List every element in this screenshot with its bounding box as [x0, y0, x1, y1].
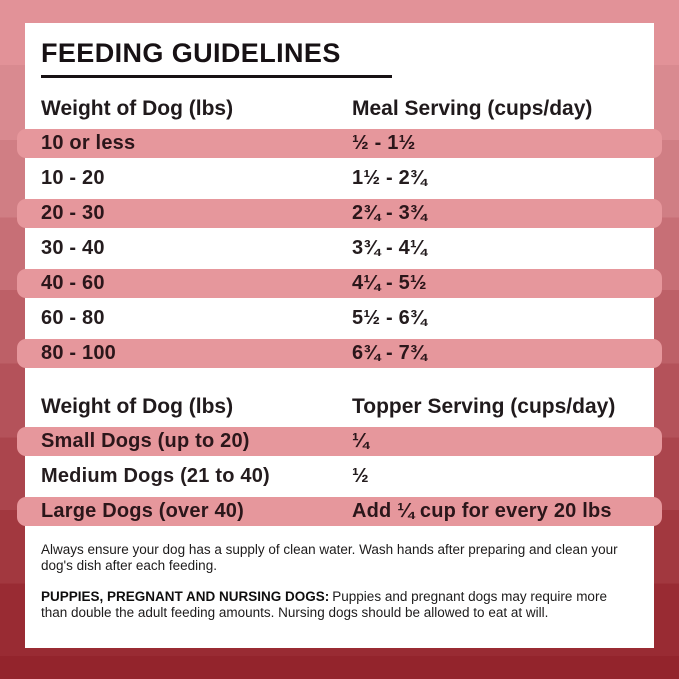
special-note-text: Puppies and pregnant dogs may require more than double the adult feeding amounts. Nursing dogs should be allowed to eat at will. — [41, 589, 607, 620]
row-serving-cell: 1½ - 2¾ — [352, 167, 427, 189]
row-weight-cell: 60 - 80 — [41, 307, 105, 329]
table-row — [17, 427, 662, 456]
table-row — [17, 339, 662, 368]
row-serving-cell: ½ - 1½ — [352, 132, 416, 154]
row-weight-cell: 40 - 60 — [41, 272, 105, 294]
meal-table — [41, 92, 638, 368]
table-row — [17, 129, 662, 158]
table-row — [41, 301, 638, 336]
table-row — [41, 161, 638, 196]
table-row — [41, 459, 638, 494]
special-note — [41, 589, 629, 621]
topper-table-header — [41, 390, 638, 424]
row-serving-cell: 6¾ - 7¾ — [352, 342, 427, 364]
row-weight-cell: 10 - 20 — [41, 167, 105, 189]
topper-table — [41, 390, 638, 526]
col-header-meal-serving: Meal Serving (cups/day) — [352, 97, 593, 120]
row-weight-cell: 80 - 100 — [41, 342, 116, 364]
col-header-weight: Weight of Dog (lbs) — [41, 395, 234, 418]
row-serving-cell: ¼ — [352, 430, 369, 452]
table-row — [41, 231, 638, 266]
guidelines-card — [25, 23, 654, 648]
row-weight-cell: 20 - 30 — [41, 202, 105, 224]
row-weight-cell: Large Dogs (over 40) — [41, 500, 244, 522]
col-header-weight: Weight of Dog (lbs) — [41, 97, 234, 120]
row-weight-cell: 30 - 40 — [41, 237, 105, 259]
footnotes — [41, 542, 629, 621]
col-header-topper-serving: Topper Serving (cups/day) — [352, 395, 616, 418]
row-serving-cell: 2¾ - 3¾ — [352, 202, 427, 224]
table-row — [17, 269, 662, 298]
table-row — [17, 497, 662, 526]
row-serving-cell: 3¾ - 4¼ — [352, 237, 427, 259]
special-note-label: PUPPIES, PREGNANT AND NURSING DOGS: — [41, 589, 330, 604]
row-weight-cell: 10 or less — [41, 132, 136, 154]
row-serving-cell: Add ¼ cup for every 20 lbs — [352, 500, 612, 522]
row-serving-cell: ½ — [352, 465, 369, 487]
table-row — [17, 199, 662, 228]
meal-table-header — [41, 92, 638, 126]
row-weight-cell: Small Dogs (up to 20) — [41, 430, 250, 452]
row-serving-cell: 5½ - 6¾ — [352, 307, 427, 329]
title-underline — [41, 75, 392, 78]
row-serving-cell: 4¼ - 5½ — [352, 272, 427, 294]
water-note: Always ensure your dog has a supply of clean water. Wash hands after preparing and clean your dog's dish after each feeding. — [41, 542, 618, 573]
page-title: FEEDING GUIDELINES — [41, 38, 341, 68]
row-weight-cell: Medium Dogs (21 to 40) — [41, 465, 270, 487]
